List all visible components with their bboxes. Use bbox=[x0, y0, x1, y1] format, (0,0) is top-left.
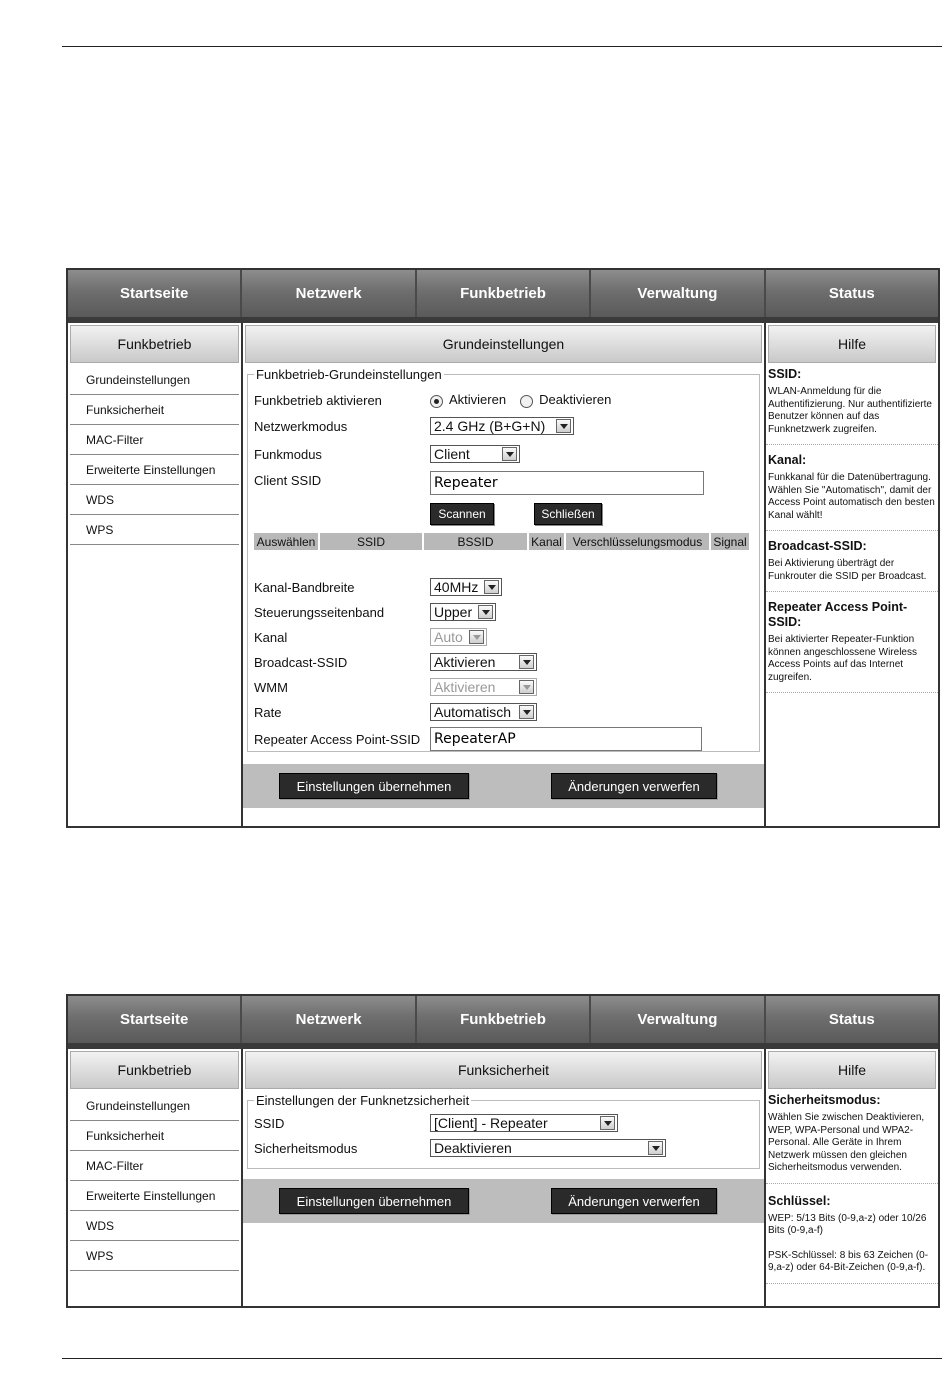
help-panel bbox=[766, 323, 938, 826]
help-text: Wählen Sie zwischen Deaktivieren, WEP, WPA-Personal und WPA2-Personal. Alle Geräte in Ihrem Netzwerk müssen den gleichen Sicherheitsmodus verwenden. bbox=[768, 1112, 925, 1173]
col-kanal: Kanal bbox=[529, 533, 564, 550]
wmm-label: WMM bbox=[254, 679, 288, 695]
enable-row bbox=[254, 390, 753, 410]
radio-selected-icon bbox=[430, 395, 443, 408]
client-ssid-row bbox=[254, 471, 753, 495]
col-signal: Signal bbox=[711, 533, 749, 550]
sidebar-item-erweiterte-einstellungen[interactable]: Erweiterte Einstellungen bbox=[70, 455, 239, 485]
secmode-value: Deaktivieren bbox=[434, 1140, 512, 1156]
action-bar bbox=[243, 764, 764, 808]
scan-table-header bbox=[254, 533, 753, 550]
client-ssid-input[interactable] bbox=[430, 471, 704, 495]
col-verschluesselung: Verschlüsselungsmodus bbox=[566, 533, 709, 550]
chevron-down-icon bbox=[502, 447, 517, 461]
discard-button[interactable]: Änderungen verwerfen bbox=[551, 1188, 717, 1214]
discard-button[interactable]: Änderungen verwerfen bbox=[551, 773, 717, 799]
basic-settings-group bbox=[247, 367, 760, 752]
help-broadcast bbox=[766, 537, 938, 592]
sidebar-item-erweiterte-einstellungen[interactable]: Erweiterte Einstellungen bbox=[70, 1181, 239, 1211]
enable-on-label: Aktivieren bbox=[449, 392, 507, 408]
close-button[interactable]: Schließen bbox=[534, 503, 602, 525]
chevron-down-icon bbox=[600, 1116, 615, 1130]
sidebar-item-wds[interactable]: WDS bbox=[70, 1211, 239, 1241]
sidebar-item-wps[interactable]: WPS bbox=[70, 515, 239, 545]
help-title: Hilfe bbox=[768, 325, 936, 363]
help-schluessel bbox=[766, 1192, 938, 1284]
help-heading: Sicherheitsmodus: bbox=[768, 1093, 881, 1107]
group-legend: Funkbetrieb-Grundeinstellungen bbox=[256, 367, 442, 382]
nav-status[interactable]: Status bbox=[828, 285, 875, 302]
broadcast-label: Broadcast-SSID bbox=[254, 654, 348, 670]
netmode-value: 2.4 GHz (B+G+N) bbox=[434, 418, 546, 434]
sideband-label: Steuerungsseitenband bbox=[254, 604, 385, 620]
sidebar-menu bbox=[70, 1091, 239, 1271]
scan-button[interactable]: Scannen bbox=[430, 503, 494, 525]
apply-button[interactable]: Einstellungen übernehmen bbox=[279, 773, 469, 799]
nav-startseite[interactable]: Startseite bbox=[68, 270, 242, 317]
repeater-ssid-row bbox=[254, 727, 753, 751]
wmm-value: Aktivieren bbox=[434, 679, 496, 695]
help-title: Hilfe bbox=[768, 1051, 936, 1089]
main-panel bbox=[243, 1049, 766, 1306]
broadcast-row bbox=[254, 653, 753, 671]
col-bssid: BSSID bbox=[424, 533, 527, 550]
sidebar-item-funksicherheit[interactable]: Funksicherheit bbox=[70, 1121, 239, 1151]
help-ssid bbox=[766, 365, 938, 445]
chevron-down-icon bbox=[556, 419, 571, 433]
secmode-label: Sicherheitsmodus bbox=[254, 1140, 358, 1156]
sidebar-item-funksicherheit[interactable]: Funksicherheit bbox=[70, 395, 239, 425]
top-nav bbox=[68, 996, 938, 1049]
enable-label: Funkbetrieb aktivieren bbox=[254, 392, 382, 408]
ssid-label: SSID bbox=[254, 1115, 285, 1131]
bottom-rule bbox=[62, 1358, 942, 1359]
help-heading: SSID: bbox=[768, 367, 802, 381]
radio-unselected-icon bbox=[520, 395, 533, 408]
nav-netzwerk[interactable]: Netzwerk bbox=[242, 996, 416, 1043]
help-heading: Schlüssel: bbox=[768, 1193, 831, 1208]
secmode-select[interactable] bbox=[430, 1139, 666, 1157]
chevron-down-icon bbox=[519, 655, 534, 669]
funkmodus-label: Funkmodus bbox=[254, 446, 322, 462]
enable-radio-on[interactable] bbox=[430, 392, 506, 407]
bandwidth-select[interactable] bbox=[430, 578, 502, 596]
help-text: Bei aktivierter Repeater-Funktion können angeschlossene Wireless Access Points auf das Internet zugreifen. bbox=[768, 634, 917, 683]
chevron-down-icon bbox=[519, 680, 534, 694]
sidebar-item-wps[interactable]: WPS bbox=[70, 1241, 239, 1271]
ssid-select[interactable] bbox=[430, 1114, 618, 1132]
screenshot-security-settings bbox=[66, 994, 940, 1308]
nav-verwaltung[interactable]: Verwaltung bbox=[591, 996, 765, 1043]
rate-select[interactable] bbox=[430, 703, 537, 721]
chevron-down-icon bbox=[469, 630, 484, 644]
sidebar-item-mac-filter[interactable]: MAC-Filter bbox=[70, 425, 239, 455]
nav-funkbetrieb[interactable]: Funkbetrieb bbox=[417, 996, 591, 1043]
chevron-down-icon bbox=[648, 1141, 663, 1155]
action-bar bbox=[243, 1179, 764, 1223]
rate-row bbox=[254, 703, 753, 721]
scan-buttons bbox=[254, 503, 753, 525]
chevron-down-icon bbox=[519, 705, 534, 719]
col-ssid: SSID bbox=[320, 533, 422, 550]
sidebar-item-mac-filter[interactable]: MAC-Filter bbox=[70, 1151, 239, 1181]
ssid-row bbox=[254, 1114, 753, 1132]
nav-startseite[interactable]: Startseite bbox=[68, 996, 242, 1043]
secmode-row bbox=[254, 1139, 753, 1157]
rate-label: Rate bbox=[254, 704, 282, 720]
help-text: Funkkanal für die Datenübertragung. Wählen Sie "Automatisch", damit der Access Point automatisch den besten Kanal wählt! bbox=[768, 472, 935, 521]
group-legend: Einstellungen der Funknetzsicherheit bbox=[256, 1093, 470, 1108]
funkmodus-select[interactable] bbox=[430, 445, 520, 463]
enable-radio-off[interactable] bbox=[520, 392, 611, 407]
sideband-select[interactable] bbox=[430, 603, 496, 621]
help-repeater bbox=[766, 598, 938, 693]
repeater-ssid-label: Repeater Access Point-SSID bbox=[254, 731, 421, 747]
nav-status[interactable]: Status bbox=[828, 1011, 875, 1028]
wmm-select[interactable] bbox=[430, 678, 537, 696]
sideband-row bbox=[254, 603, 753, 621]
help-panel bbox=[766, 1049, 938, 1306]
help-heading: Broadcast-SSID: bbox=[768, 539, 867, 553]
sidebar-item-grundeinstellungen[interactable]: Grundeinstellungen bbox=[70, 365, 239, 395]
bandwidth-label: Kanal-Bandbreite bbox=[254, 579, 355, 595]
help-text: WLAN-Anmeldung für die Authentifizierung. Nur authentifizierte Benutzer können auf das Funknetzwerk zugreifen. bbox=[768, 386, 932, 435]
sidebar-title: Funkbetrieb bbox=[70, 1051, 239, 1089]
wmm-row bbox=[254, 678, 753, 696]
help-sicherheitsmodus bbox=[766, 1091, 938, 1184]
broadcast-select[interactable] bbox=[430, 653, 537, 671]
rate-value: Automatisch bbox=[434, 704, 512, 720]
security-settings-group bbox=[247, 1093, 760, 1169]
client-ssid-label: Client SSID bbox=[254, 473, 322, 488]
funkmodus-row bbox=[254, 445, 753, 463]
channel-label: Kanal bbox=[254, 629, 288, 645]
netmode-row bbox=[254, 417, 753, 435]
apply-button[interactable]: Einstellungen übernehmen bbox=[279, 1188, 469, 1214]
main-panel bbox=[243, 323, 766, 826]
help-heading: Kanal: bbox=[768, 453, 807, 467]
chevron-down-icon bbox=[484, 580, 499, 594]
sidebar-title: Funkbetrieb bbox=[70, 325, 239, 363]
nav-verwaltung[interactable]: Verwaltung bbox=[591, 270, 765, 317]
col-auswaehlen: Auswählen bbox=[254, 533, 318, 550]
help-text: Bei Aktivierung überträgt der Funkrouter die SSID per Broadcast. bbox=[768, 558, 927, 582]
bandwidth-value: 40MHz bbox=[434, 579, 479, 595]
funkmodus-value: Client bbox=[434, 446, 470, 462]
screenshot-basic-settings bbox=[66, 268, 940, 828]
repeater-ssid-input[interactable] bbox=[430, 727, 702, 751]
sidebar-item-wds[interactable]: WDS bbox=[70, 485, 239, 515]
sidebar bbox=[68, 1049, 243, 1306]
help-kanal bbox=[766, 451, 938, 531]
sidebar bbox=[68, 323, 243, 826]
chevron-down-icon bbox=[478, 605, 493, 619]
netmode-label: Netzwerkmodus bbox=[254, 418, 348, 434]
top-nav bbox=[68, 270, 938, 323]
broadcast-value: Aktivieren bbox=[434, 654, 496, 670]
sidebar-item-grundeinstellungen[interactable]: Grundeinstellungen bbox=[70, 1091, 239, 1121]
channel-row bbox=[254, 628, 753, 646]
channel-value: Auto bbox=[434, 629, 463, 645]
page-title: Grundeinstellungen bbox=[245, 325, 762, 363]
help-text: WEP: 5/13 Bits (0-9,a-z) oder 10/26 Bits (0-9,a-f) bbox=[768, 1212, 927, 1236]
sideband-value: Upper bbox=[434, 604, 473, 620]
enable-off-label: Deaktivieren bbox=[539, 392, 612, 408]
netmode-select[interactable] bbox=[430, 417, 574, 435]
page-title: Funksicherheit bbox=[245, 1051, 762, 1089]
help-text: PSK-Schlüssel: 8 bis 63 Zeichen (0-9,a-z) oder 64-Bit-Zeichen (0-9,a-f). bbox=[768, 1249, 929, 1273]
nav-funkbetrieb[interactable]: Funkbetrieb bbox=[417, 270, 591, 317]
nav-netzwerk[interactable]: Netzwerk bbox=[242, 270, 416, 317]
top-rule bbox=[62, 46, 942, 47]
help-heading: Repeater Access Point-SSID: bbox=[768, 600, 908, 629]
channel-select[interactable] bbox=[430, 628, 487, 646]
sidebar-menu bbox=[70, 365, 239, 545]
bandwidth-row bbox=[254, 578, 753, 596]
ssid-value: [Client] - Repeater bbox=[434, 1115, 548, 1131]
